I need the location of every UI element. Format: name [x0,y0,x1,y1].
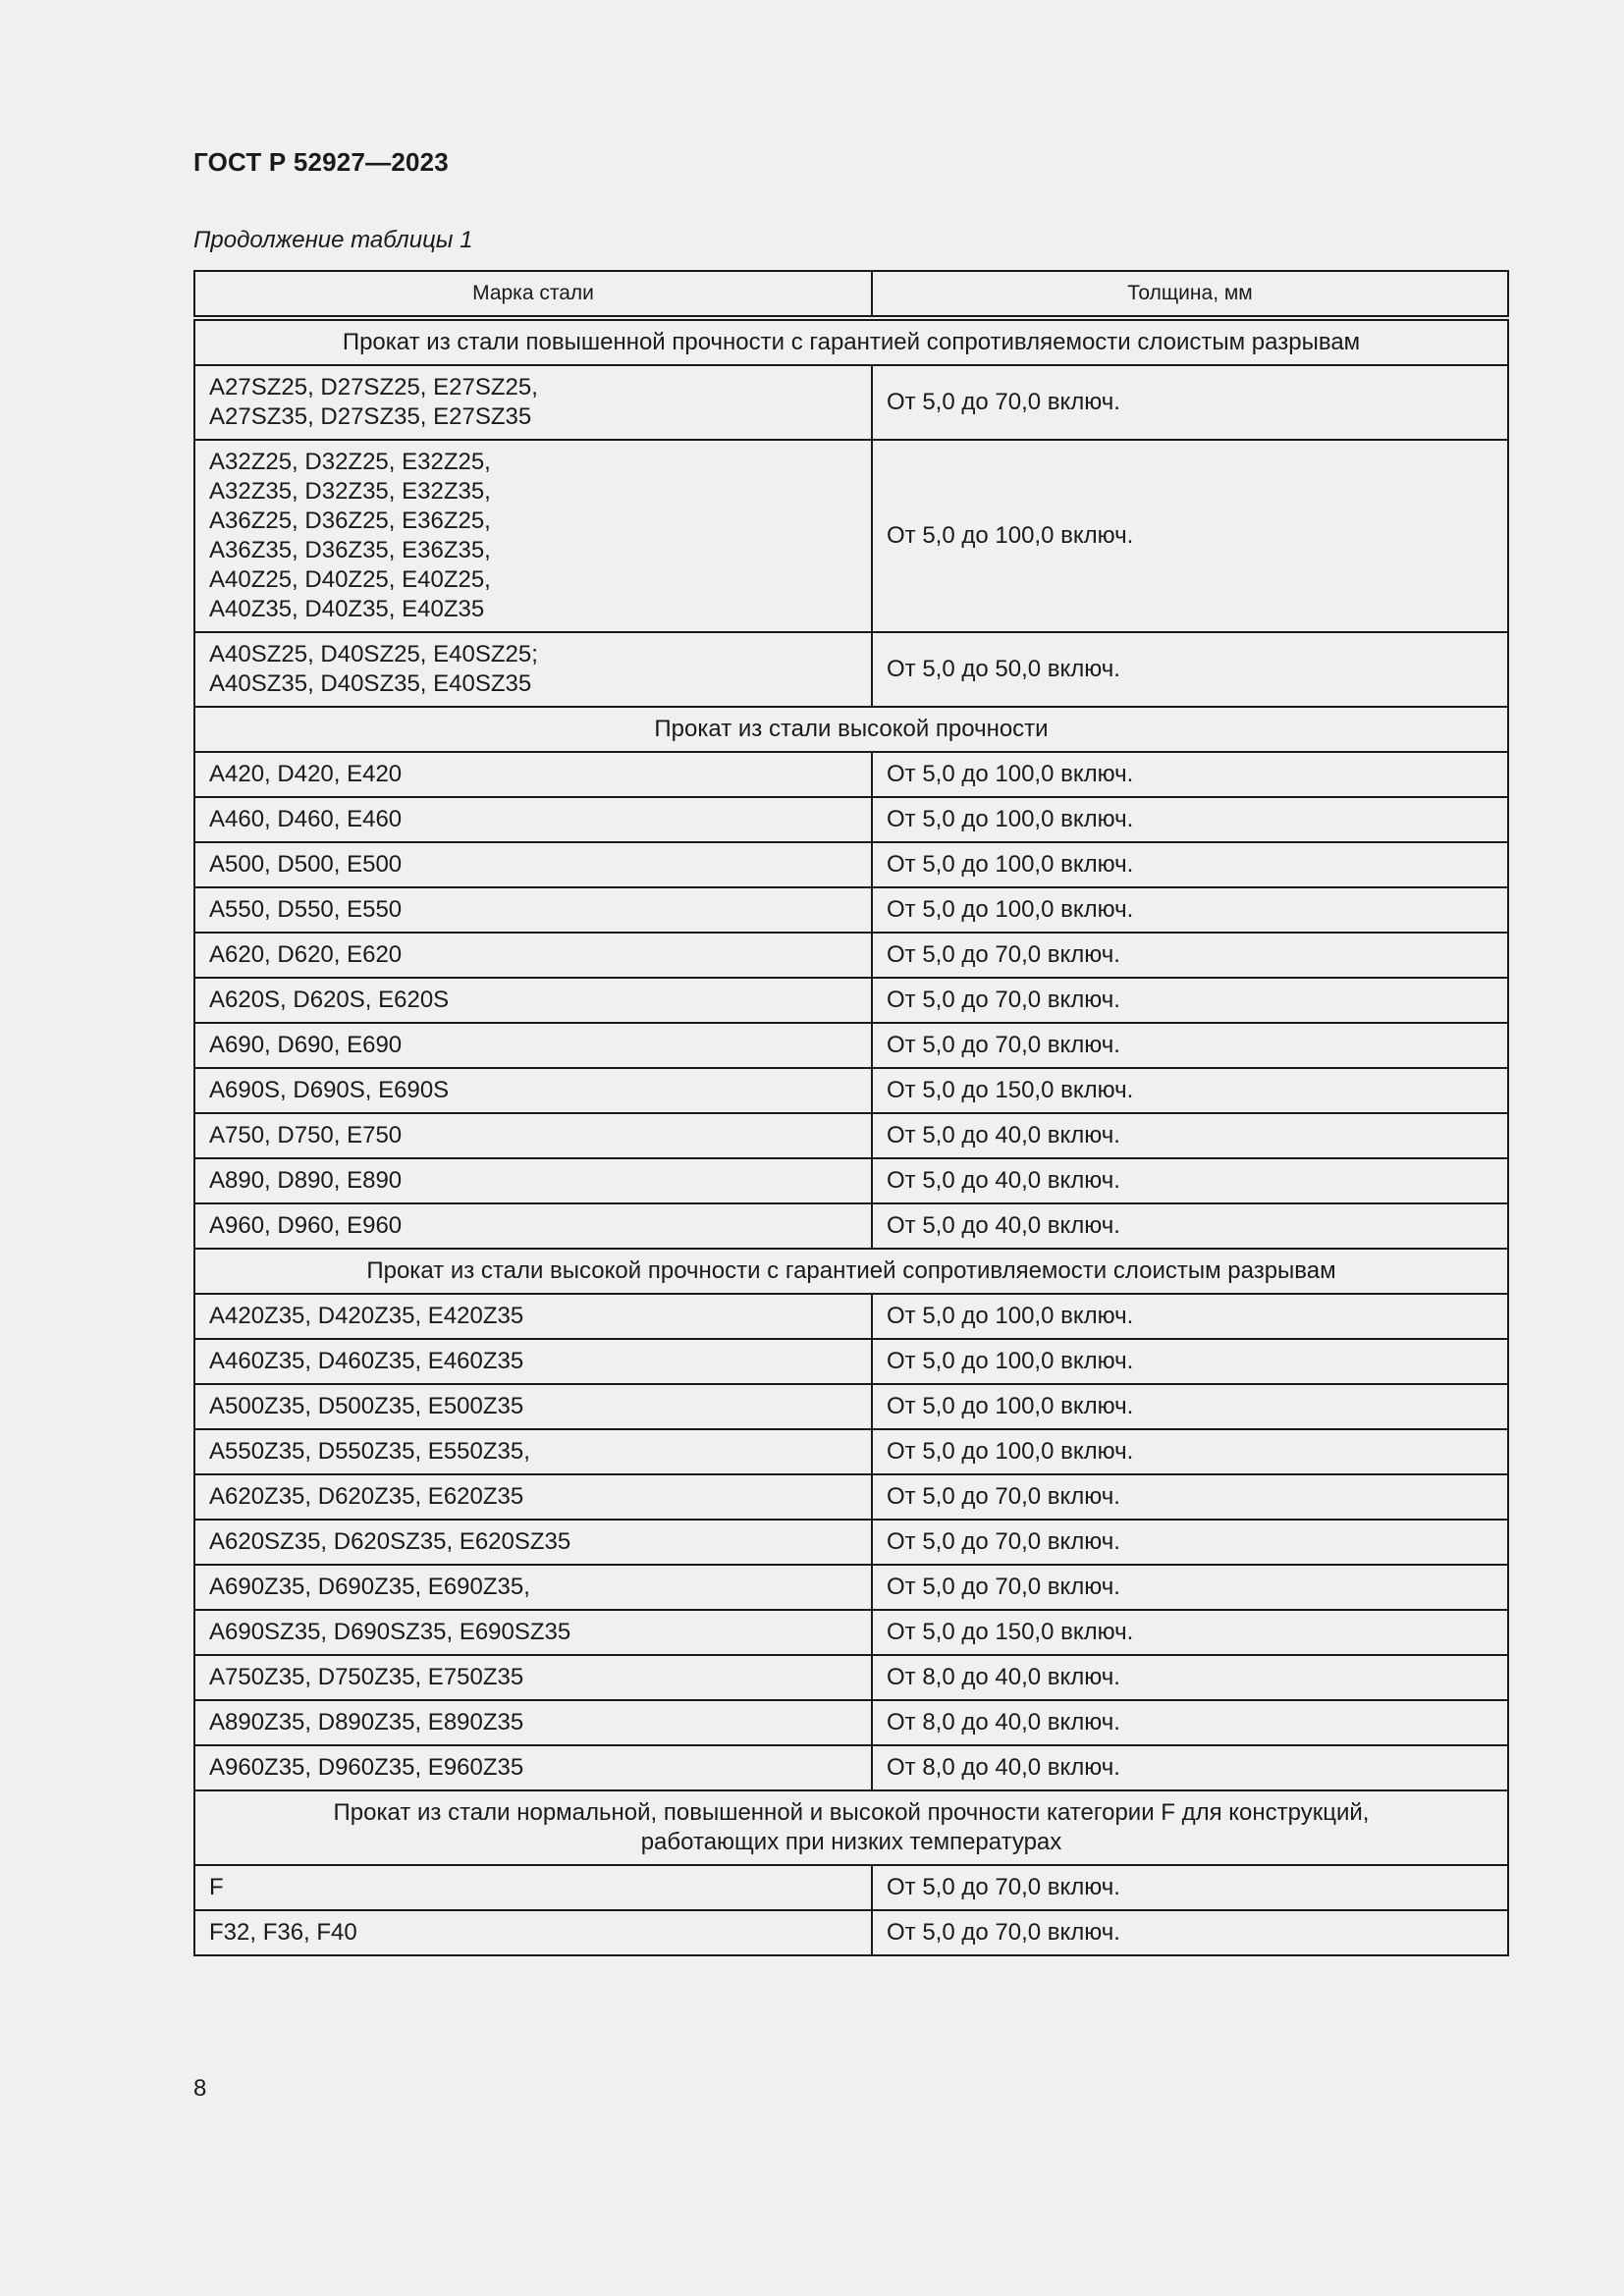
section-row [194,318,1508,365]
thickness-cell: От 5,0 до 100,0 включ. [872,797,1508,842]
table-row [194,887,1508,933]
steel-grade-cell [194,1068,872,1113]
column-header-grade: Марка стали [194,271,872,318]
table-row [194,1474,1508,1520]
table-header-row [194,271,1508,318]
steel-grade-line: A750Z35, D750Z35, E750Z35 [209,1664,524,1690]
table-row [194,1113,1508,1158]
table-row [194,1610,1508,1655]
thickness-cell: От 5,0 до 70,0 включ. [872,978,1508,1023]
steel-grade-line: F32, F36, F40 [209,1919,357,1946]
thickness-cell: От 5,0 до 40,0 включ. [872,1113,1508,1158]
steel-grade-cell [194,440,872,632]
steel-grade-line: A550Z35, D550Z35, E550Z35, [209,1438,530,1465]
steel-grade-line: A960, D960, E960 [209,1212,403,1239]
table-row [194,1745,1508,1790]
section-row [194,707,1508,752]
steel-grade-line: A690SZ35, D690SZ35, E690SZ35 [209,1619,571,1645]
table-row [194,1294,1508,1339]
thickness-cell: От 5,0 до 100,0 включ. [872,842,1508,887]
steel-grade-cell [194,1474,872,1520]
steel-grade-line: A960Z35, D960Z35, E960Z35 [209,1754,524,1781]
table-row [194,933,1508,978]
document-code: ГОСТ Р 52927—2023 [193,147,449,177]
table-row [194,1655,1508,1700]
thickness-cell: От 5,0 до 70,0 включ. [872,1865,1508,1910]
thickness-cell: От 8,0 до 40,0 включ. [872,1700,1508,1745]
steel-grade-cell [194,1203,872,1249]
table-row [194,1865,1508,1910]
table-row [194,1700,1508,1745]
thickness-cell: От 5,0 до 40,0 включ. [872,1203,1508,1249]
table-row [194,1384,1508,1429]
steel-grade-line: A620SZ35, D620SZ35, E620SZ35 [209,1528,571,1555]
steel-grade-cell [194,842,872,887]
steel-grade-line: A620, D620, E620 [209,941,403,968]
steel-grade-cell [194,632,872,707]
steel-grade-line: A890Z35, D890Z35, E890Z35 [209,1709,524,1735]
steel-grade-cell [194,1745,872,1790]
steel-grade-cell [194,752,872,797]
thickness-cell: От 5,0 до 70,0 включ. [872,1910,1508,1955]
table-row [194,440,1508,632]
steel-grade-line: A550, D550, E550 [209,896,403,923]
steel-grade-line: A460, D460, E460 [209,806,403,832]
thickness-cell: От 8,0 до 40,0 включ. [872,1745,1508,1790]
steel-grade-line: A40Z25, D40Z25, E40Z25, [209,566,491,593]
steel-grade-cell [194,1384,872,1429]
section-title-line: Прокат из стали высокой прочности с гарантией сопротивляемости слоистым разрывам [366,1257,1336,1284]
steel-grade-cell [194,1294,872,1339]
column-header-thickness: Толщина, мм [872,271,1508,318]
steel-grade-table [193,270,1509,1956]
steel-grade-line: A36Z35, D36Z35, E36Z35, [209,537,491,563]
thickness-cell: От 5,0 до 100,0 включ. [872,887,1508,933]
steel-grade-line: A620Z35, D620Z35, E620Z35 [209,1483,524,1510]
page-number: 8 [193,2075,207,2102]
table-row [194,1068,1508,1113]
thickness-cell: От 5,0 до 100,0 включ. [872,1384,1508,1429]
thickness-cell: От 5,0 до 70,0 включ. [872,365,1508,440]
steel-grade-line: A27SZ35, D27SZ35, E27SZ35 [209,403,532,430]
table-row [194,1565,1508,1610]
section-title-line: Прокат из стали нормальной, повышенной и высокой прочности категории F для конструкций, [333,1799,1370,1826]
table-row [194,1520,1508,1565]
table-body [194,318,1508,1955]
table-row [194,1339,1508,1384]
steel-grade-cell [194,1655,872,1700]
section-title-line: работающих при низких температурах [640,1829,1062,1855]
steel-grade-cell [194,1429,872,1474]
thickness-cell: От 5,0 до 70,0 включ. [872,933,1508,978]
section-title [194,1790,1508,1865]
steel-grade-cell [194,1865,872,1910]
steel-grade-line: A690Z35, D690Z35, E690Z35, [209,1574,530,1600]
section-title [194,707,1508,752]
steel-grade-line: A32Z25, D32Z25, E32Z25, [209,449,491,475]
steel-grade-line: A460Z35, D460Z35, E460Z35 [209,1348,524,1374]
steel-grade-cell [194,1565,872,1610]
thickness-cell: От 5,0 до 70,0 включ. [872,1023,1508,1068]
table-row [194,1203,1508,1249]
table-row [194,978,1508,1023]
steel-grade-line: A890, D890, E890 [209,1167,403,1194]
section-title [194,1249,1508,1294]
steel-grade-line: A500, D500, E500 [209,851,403,878]
thickness-cell: От 5,0 до 70,0 включ. [872,1474,1508,1520]
table-row [194,1429,1508,1474]
section-row [194,1790,1508,1865]
steel-grade-line: F [209,1874,224,1900]
steel-grade-line: A40SZ35, D40SZ35, E40SZ35 [209,670,532,697]
steel-grade-line: A40Z35, D40Z35, E40Z35 [209,596,485,622]
section-row [194,1249,1508,1294]
thickness-cell: От 5,0 до 150,0 включ. [872,1068,1508,1113]
steel-grade-line: A27SZ25, D27SZ25, E27SZ25, [209,374,538,400]
thickness-cell: От 5,0 до 100,0 включ. [872,1339,1508,1384]
thickness-cell: От 5,0 до 150,0 включ. [872,1610,1508,1655]
steel-grade-cell [194,1158,872,1203]
table-row [194,1023,1508,1068]
section-title-line: Прокат из стали повышенной прочности с гарантией сопротивляемости слоистым разрывам [342,329,1361,355]
steel-grade-cell [194,887,872,933]
section-title-line: Прокат из стали высокой прочности [654,716,1049,742]
thickness-cell: От 8,0 до 40,0 включ. [872,1655,1508,1700]
steel-grade-line: A32Z35, D32Z35, E32Z35, [209,478,491,505]
steel-grade-line: A36Z25, D36Z25, E36Z25, [209,507,491,534]
table-row [194,1158,1508,1203]
steel-grade-line: A690S, D690S, E690S [209,1077,450,1103]
steel-grade-cell [194,1113,872,1158]
steel-grade-line: A690, D690, E690 [209,1032,403,1058]
steel-grade-cell [194,1520,872,1565]
steel-grade-cell [194,365,872,440]
steel-grade-cell [194,933,872,978]
section-title [194,318,1508,365]
steel-grade-line: A500Z35, D500Z35, E500Z35 [209,1393,524,1419]
table-row [194,1910,1508,1955]
steel-grade-line: A620S, D620S, E620S [209,987,450,1013]
thickness-cell: От 5,0 до 100,0 включ. [872,752,1508,797]
thickness-cell: От 5,0 до 100,0 включ. [872,440,1508,632]
steel-grade-cell [194,1339,872,1384]
table-row [194,842,1508,887]
thickness-cell: От 5,0 до 70,0 включ. [872,1520,1508,1565]
table-row [194,797,1508,842]
thickness-cell: От 5,0 до 100,0 включ. [872,1294,1508,1339]
steel-grade-line: A420Z35, D420Z35, E420Z35 [209,1303,524,1329]
table-row [194,632,1508,707]
thickness-cell: От 5,0 до 50,0 включ. [872,632,1508,707]
steel-grade-cell [194,797,872,842]
thickness-cell: От 5,0 до 40,0 включ. [872,1158,1508,1203]
steel-grade-line: A40SZ25, D40SZ25, E40SZ25; [209,641,538,667]
steel-grade-line: A750, D750, E750 [209,1122,403,1148]
table-row [194,752,1508,797]
table-caption: Продолжение таблицы 1 [193,227,473,253]
thickness-cell: От 5,0 до 100,0 включ. [872,1429,1508,1474]
steel-grade-cell [194,1700,872,1745]
thickness-cell: От 5,0 до 70,0 включ. [872,1565,1508,1610]
steel-grade-cell [194,1910,872,1955]
steel-grade-cell [194,1023,872,1068]
steel-grade-cell [194,1610,872,1655]
steel-grade-line: A420, D420, E420 [209,761,403,787]
table-row [194,365,1508,440]
steel-grade-cell [194,978,872,1023]
